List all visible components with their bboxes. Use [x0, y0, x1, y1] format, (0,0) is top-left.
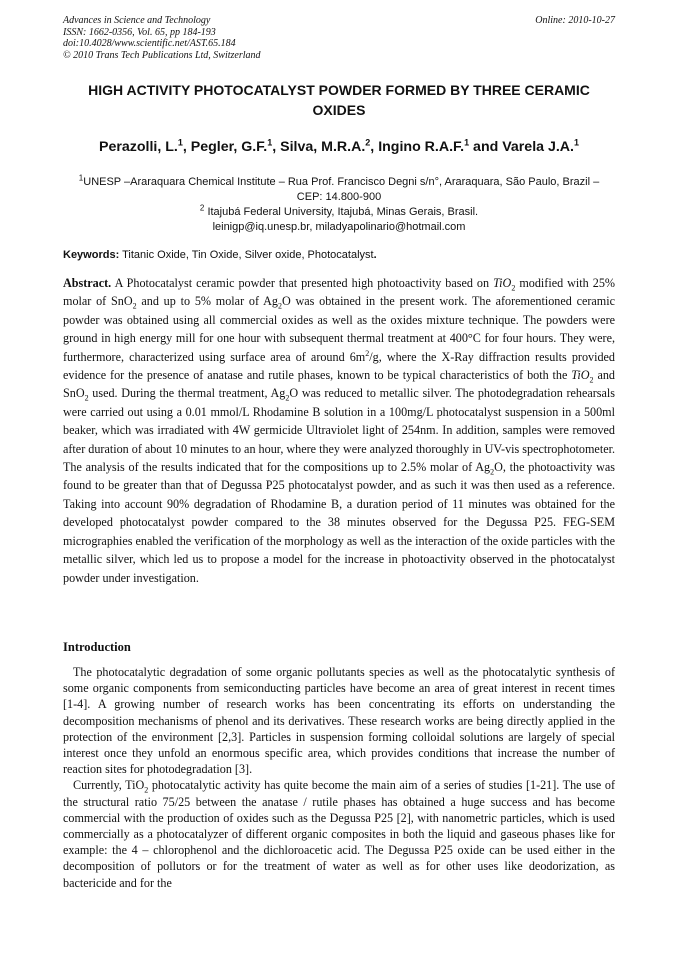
affiliation-text: UNESP –Araraquara Chemical Institute – Rua Prof. Francisco Degni s/n°, Araraquara, São Paulo, Brazil – CEP: 14.800-900 — [83, 176, 600, 203]
author-name: Silva, M.R.A. — [280, 139, 366, 155]
abstract-text: and up to 5% molar of Ag — [141, 294, 278, 309]
section-heading: Introduction — [63, 640, 131, 654]
online-date: Online: 2010-10-27 — [535, 15, 615, 26]
journal-header — [63, 15, 261, 61]
abstract-text: O, the photoactivity was found to be greater than that of Degussa P25 photocatalyst powder, and as such it was then used as a reference. Taking into account 90% degradation of Rhodamine B, a duration period of 11 minutes was obtained for the developed photocatalyst powder compared to the 38 minutes observed for the Degussa P25. FEG-SEM micrographies enabled the verification of the morphology as well as the interaction of the oxide particles with the metallic silver, which led us to propose a model for the increase in photoactivity observed in the photocatalyst powder under investigation. — [63, 460, 616, 585]
affiliation-1 — [75, 175, 603, 205]
author-name: Ingino R.A.F. — [378, 139, 465, 155]
journal-name: Advances in Science and Technology — [63, 15, 211, 26]
abstract-text: O was reduced to metallic silver. The photodegradation rehearsals were carried out using a 0.01 mmol/L Rhodamine B solution in a 100mg/L photocatalyst suspension in a 500ml beaker, which was irradiated with 4W germicide Ultraviolet light of 254nm. In addition, samples were removed after duration of about 10 minutes to an hour, where they were analyzed thoroughly in UV-vis spectrophotometer. The analysis of the results indicated that for the compositions up to 2.5% molar of Ag — [63, 386, 615, 475]
superscript: 2 — [365, 348, 370, 358]
keywords-text: Titanic Oxide, Tin Oxide, Silver oxide, Photocatalyst — [122, 249, 374, 261]
author-affiliation-mark: 1 — [267, 137, 273, 148]
keywords — [63, 249, 377, 261]
formula-tio2: TiO — [571, 368, 590, 383]
paragraph: The photocatalytic degradation of some organic pollutants species as well as the photocatalytic synthesis of some organic components from semiconducting particles have become an area of great interest in recent times [1-4]. A growing number of research works has been concentrating its efforts on understanding the decomposition mechanisms of phenol and its derivatives. These research works are being directly applied in the protection of the environment [2,3]. Particles in suspension forming colloidal solutions are largely of special interest once they unfold an enormous specific area, which provides conditions that increase the number of reaction sites for photodegradation [3]. — [63, 665, 615, 777]
author-affiliation-mark: 1 — [574, 137, 580, 148]
doi-line: doi:10.4028/www.scientific.net/AST.65.184 — [63, 38, 236, 49]
affiliations — [75, 175, 603, 235]
abstract-text: modified with 25% molar of SnO — [63, 276, 615, 309]
author-affiliation-mark: 1 — [177, 137, 183, 148]
author-separator: , — [370, 139, 379, 155]
author-affiliation-mark: 2 — [365, 137, 371, 148]
author-separator: , — [272, 139, 281, 155]
author-separator: , — [182, 139, 191, 155]
subscript: 2 — [84, 393, 89, 403]
author-list — [40, 137, 638, 157]
author-name: Varela J.A. — [502, 139, 574, 155]
abstract-text: O was obtained in the present work. The aforementioned ceramic powder was obtained using all commercial oxides as well as the oxides mixture technique. The powders were ground in high energy mill for one hour with subsequent thermal treatment at 400°C for four hours. They were, furthermore, characterized using surface area of around 6m — [63, 294, 615, 364]
subscript: 2 — [132, 301, 137, 311]
affiliation-number: 1 — [78, 173, 84, 183]
contact-emails: leinigp@iq.unesp.br, miladyapolinario@hotmail.com — [212, 221, 466, 233]
affiliation-text: Itajubá Federal University, Itajubá, Minas Gerais, Brasil. — [207, 206, 479, 218]
subscript: 2 — [285, 393, 290, 403]
abstract — [63, 274, 615, 587]
subscript: 2 — [490, 467, 495, 477]
affiliation-2 — [75, 205, 603, 220]
abstract-text: A Photocatalyst ceramic powder that presented high photoactivity based on — [114, 276, 490, 290]
abstract-label: Abstract. — [63, 276, 112, 290]
copyright-line: © 2010 Trans Tech Publications Ltd, Switzerland — [63, 49, 261, 61]
abstract-text: and SnO — [63, 368, 615, 401]
keywords-label: Keywords: — [63, 249, 120, 261]
issn-line: ISSN: 1662-0356, Vol. 65, pp 184-193 — [63, 26, 216, 38]
author-separator: and — [469, 139, 503, 155]
abstract-text: used. During the thermal treatment, Ag — [92, 386, 286, 401]
formula-tio2: TiO — [493, 276, 512, 290]
subscript: 2 — [589, 375, 594, 385]
paragraph-text: Currently, TiO — [73, 778, 145, 793]
subscript: 2 — [144, 785, 149, 795]
paper-title: HIGH ACTIVITY PHOTOCATALYST POWDER FORMED BY THREE CERAMIC OXIDES — [88, 82, 590, 118]
keywords-period: . — [373, 249, 377, 261]
subscript: 2 — [277, 301, 282, 311]
introduction-body — [63, 664, 615, 891]
paragraph-text: photocatalytic activity has quite become the main aim of a series of studies [1-21]. The use of the structural ratio 75/25 between the anatase / rutile phases has obtained a huge success and has become commercial with the production of oxides such as the Degussa P25 [2], with nanometric particles, which is used commercially as a photocatalyzer of different organic composites in both the liquid and gaseous phases like for example: the 4 – chlorophenol and the dichloroacetic acid. The Degussa P25 oxide can be used either in the decomposition of pollutors or for the treatment of water as well as for other uses like deodorization, as bactericide and for the — [63, 778, 615, 890]
author-name: Perazolli, L. — [98, 139, 178, 155]
paragraph — [63, 777, 615, 890]
abstract-text: /g, where the X-Ray diffraction results provided evidence for the presence of anatase and rutile phases, known to be typical characteristics of both the — [63, 349, 615, 383]
affiliation-number: 2 — [199, 203, 205, 213]
author-affiliation-mark: 1 — [464, 137, 470, 148]
subscript: 2 — [511, 283, 516, 293]
author-name: Pegler, G.F. — [190, 139, 268, 155]
